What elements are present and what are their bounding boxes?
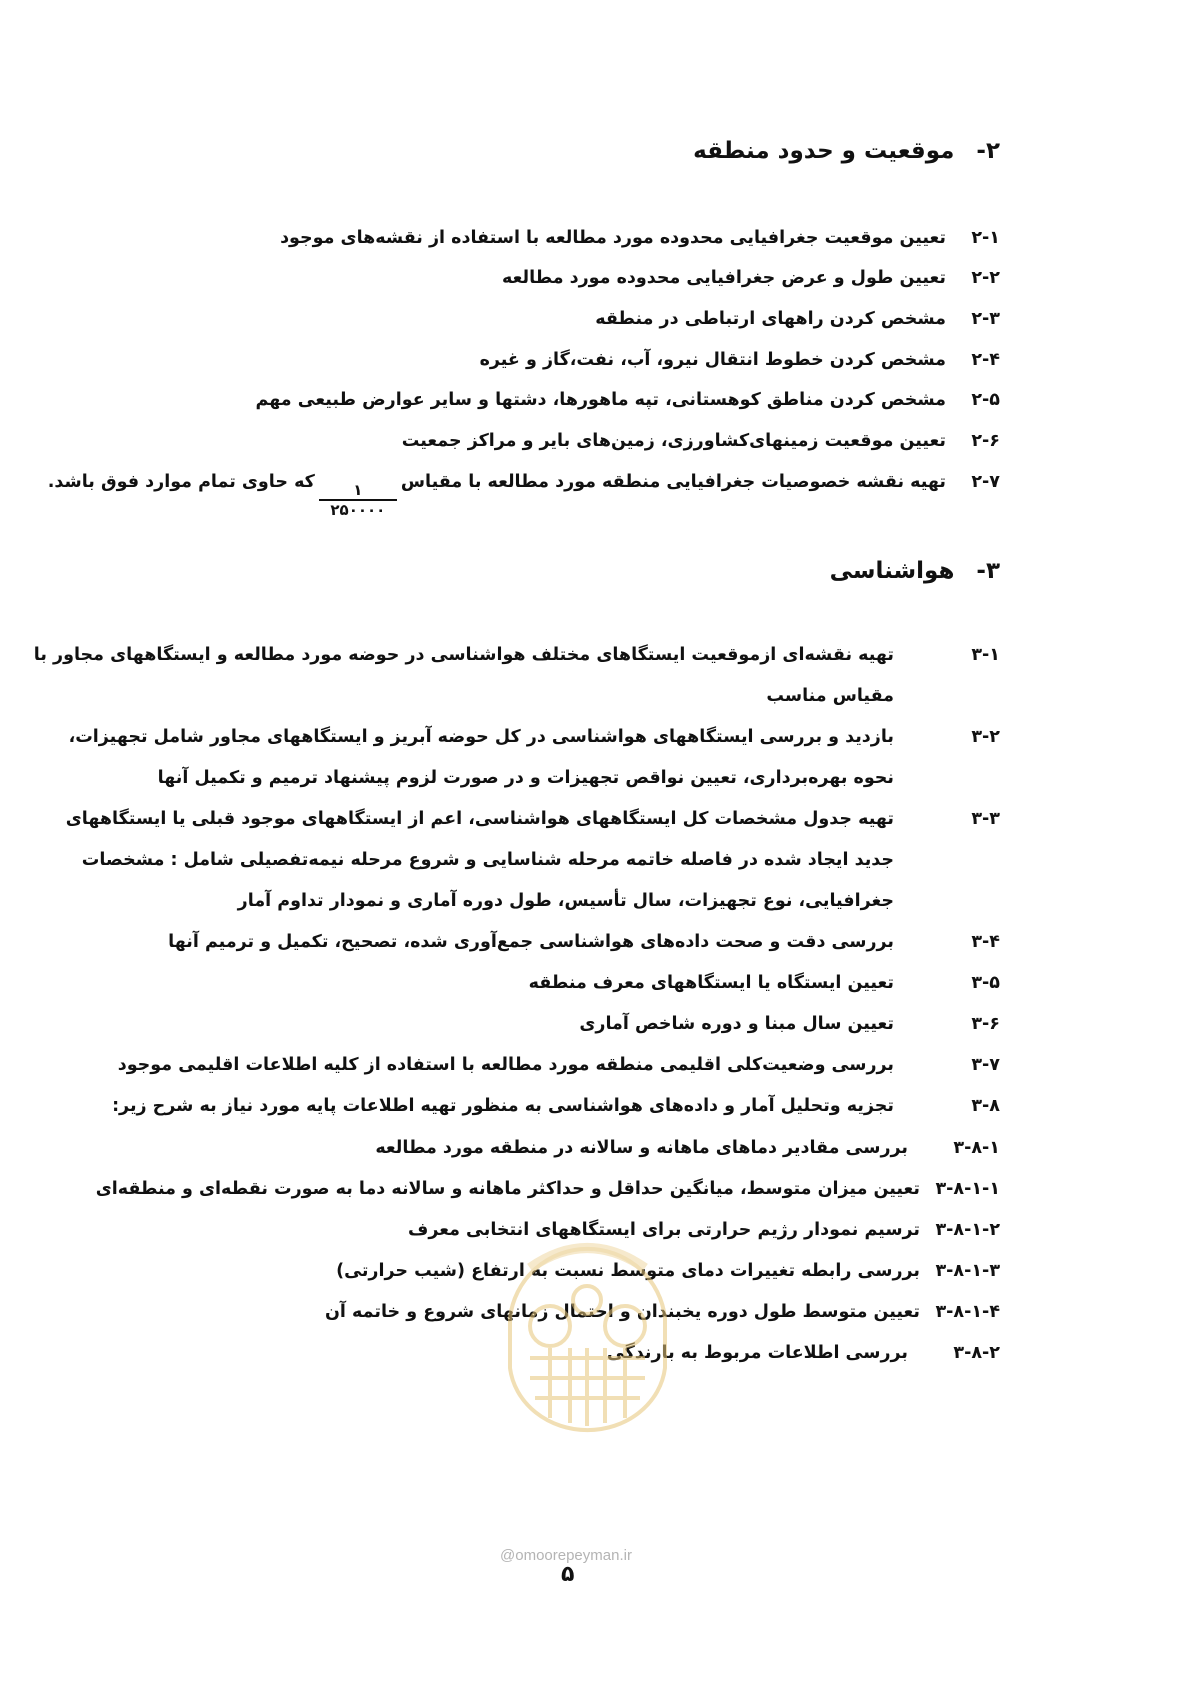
item-number: ۳-۸-۱-۳ bbox=[935, 1261, 1000, 1281]
section-2-title: موقعیت و حدود منطقه bbox=[693, 138, 955, 164]
item-text: مشخص کردن خطوط انتقال نیرو، آب، نفت،گاز و غیره bbox=[479, 350, 946, 370]
item-number: ۲-۳ bbox=[971, 309, 1000, 329]
watermark-logo-icon bbox=[490, 1208, 685, 1438]
list-item bbox=[47, 472, 1000, 519]
item-number: ۳-۷ bbox=[971, 1055, 1000, 1075]
item-text: نحوه بهره‌برداری، تعیین نواقص تجهیزات و در صورت لزوم پیشنهاد ترمیم و تکمیل آنها bbox=[157, 768, 894, 788]
list-item bbox=[255, 390, 1000, 410]
item-text: تعیین متوسط طول دوره یخبندان و احتمال زمانهای شروع و خاتمه آن bbox=[325, 1302, 920, 1322]
fraction-numerator: ۱ bbox=[319, 483, 397, 501]
item-number: ۳-۱ bbox=[971, 645, 1000, 665]
item-number: ۳-۸-۲ bbox=[953, 1343, 1000, 1363]
sub-item bbox=[375, 1138, 1000, 1158]
item-text: تجزیه وتحلیل آمار و داده‌های هواشناسی به منظور تهیه اطلاعات پایه مورد نیاز به شرح زیر: bbox=[112, 1096, 894, 1116]
item-text: تهیه نقشه‌ای ازموقعیت ایستگاهای مختلف هواشناسی در حوضه مورد مطالعه و ایستگاههای مجاور با bbox=[33, 645, 894, 665]
item-number: ۲-۵ bbox=[971, 390, 1000, 410]
list-item bbox=[402, 431, 1000, 451]
item-text: بررسی رابطه تغییرات دمای متوسط نسبت به ارتفاع (شیب حرارتی) bbox=[336, 1261, 920, 1281]
item-text: تهیه جدول مشخصات کل ایستگاههای هواشناسی، اعم از ایستگاههای موجود قبلی یا ایستگاههای bbox=[65, 809, 894, 829]
item-text: تعیین میزان متوسط، میانگین حداقل و حداکثر ماهانه و سالانه دما به صورت نقطه‌ای و منطقه‌ای bbox=[95, 1179, 920, 1199]
item-text: جدید ایجاد شده در فاصله خاتمه مرحله شناسایی و شروع مرحله نیمه‌تفصیلی شامل : مشخصات bbox=[81, 850, 894, 870]
item-number: ۳-۳ bbox=[971, 809, 1000, 829]
sub-item bbox=[325, 1302, 1000, 1322]
item-number: ۳-۶ bbox=[971, 1014, 1000, 1034]
item-text: تعیین سال مبنا و دوره شاخص آماری bbox=[579, 1014, 894, 1034]
sub-item bbox=[96, 1179, 1000, 1199]
item-text: تعیین ایستگاه یا ایستگاههای معرف منطقه bbox=[528, 973, 894, 993]
item-number: ۲-۷ bbox=[971, 472, 1000, 492]
list-item bbox=[280, 228, 1000, 248]
item-continuation bbox=[158, 768, 894, 788]
fraction-denominator: ۲۵۰۰۰۰ bbox=[330, 500, 386, 519]
sub-item bbox=[607, 1343, 1000, 1363]
item-number: ۳-۸-۱-۲ bbox=[935, 1220, 1000, 1240]
item-text: بررسی اطلاعات مربوط به بارندگی bbox=[606, 1343, 908, 1363]
item-text: بررسی دقت و صحت داده‌های هواشناسی جمع‌آوری شده، تصحیح، تکمیل و ترمیم آنها bbox=[168, 932, 894, 952]
item-text: بررسی مقادیر دماهای ماهانه و سالانه در منطقه مورد مطالعه bbox=[375, 1138, 908, 1158]
scale-fraction bbox=[319, 483, 397, 519]
page-number: ۵ bbox=[561, 1562, 575, 1587]
item-text: مشخص کردن مناطق کوهستانی، تپه ماهورها، دشتها و سایر عوارض طبیعی مهم bbox=[255, 390, 946, 410]
item-continuation bbox=[238, 891, 894, 911]
item-text: بازدید و بررسی ایستگاههای هواشناسی در کل حوضه آبریز و ایستگاههای مجاور شامل تجهیزات، bbox=[68, 727, 894, 747]
item-number: ۳-۸ bbox=[971, 1096, 1000, 1116]
sub-item bbox=[336, 1261, 1000, 1281]
item-text: تعیین طول و عرض جغرافیایی محدوده مورد مطالعه bbox=[502, 268, 946, 288]
item-number: ۲-۴ bbox=[971, 350, 1000, 370]
item-number: ۲-۲ bbox=[971, 268, 1000, 288]
item-continuation bbox=[82, 850, 894, 870]
section-3-heading bbox=[830, 558, 1000, 584]
item-text: تعیین موقعیت جغرافیایی محدوده مورد مطالعه با استفاده از نقشه‌های موجود bbox=[280, 228, 946, 248]
section-3-title: هواشناسی bbox=[829, 558, 955, 584]
item-text: جغرافیایی، نوع تجهیزات، سال تأسیس، طول دوره آماری و نمودار تداوم آمار bbox=[237, 891, 894, 911]
item-text: بررسی وضعیت‌کلی اقلیمی منطقه مورد مطالعه با استفاده از کلیه اطلاعات اقلیمی موجود bbox=[117, 1055, 894, 1075]
item-number: ۳-۸-۱-۱ bbox=[935, 1179, 1000, 1199]
item-text: مشخص کردن راههای ارتباطی در منطقه bbox=[595, 309, 946, 329]
website-watermark: @omoorepeyman.ir bbox=[500, 1547, 632, 1564]
item-number: ۳-۲ bbox=[971, 727, 1000, 747]
item-number: ۳-۸-۱-۴ bbox=[935, 1302, 1000, 1322]
item-number: ۳-۵ bbox=[971, 973, 1000, 993]
section-3-number: ۳- bbox=[976, 558, 1000, 584]
section-2-heading bbox=[693, 138, 1000, 164]
item-continuation bbox=[766, 686, 894, 706]
sub-item bbox=[408, 1220, 1000, 1240]
list-item bbox=[480, 350, 1000, 370]
item-text: که حاوی تمام موارد فوق باشد. bbox=[47, 472, 315, 492]
list-item bbox=[595, 309, 1000, 329]
item-text: مقیاس مناسب bbox=[766, 686, 894, 706]
item-number: ۲-۱ bbox=[971, 228, 1000, 248]
item-number: ۳-۴ bbox=[971, 932, 1000, 952]
list-item bbox=[502, 268, 1000, 288]
item-text: تهیه نقشه خصوصیات جغرافیایی منطقه مورد مطالعه با مقیاس bbox=[400, 472, 946, 492]
section-2-number: ۲- bbox=[976, 138, 1000, 164]
item-number: ۲-۶ bbox=[971, 431, 1000, 451]
item-text: تعیین موقعیت زمینهای‌کشاورزی، زمین‌های بایر و مراکز جمعیت bbox=[401, 431, 946, 451]
item-text: ترسیم نمودار رژیم حرارتی برای ایستگاههای انتخابی معرف bbox=[408, 1220, 920, 1240]
item-number: ۳-۸-۱ bbox=[953, 1138, 1000, 1158]
